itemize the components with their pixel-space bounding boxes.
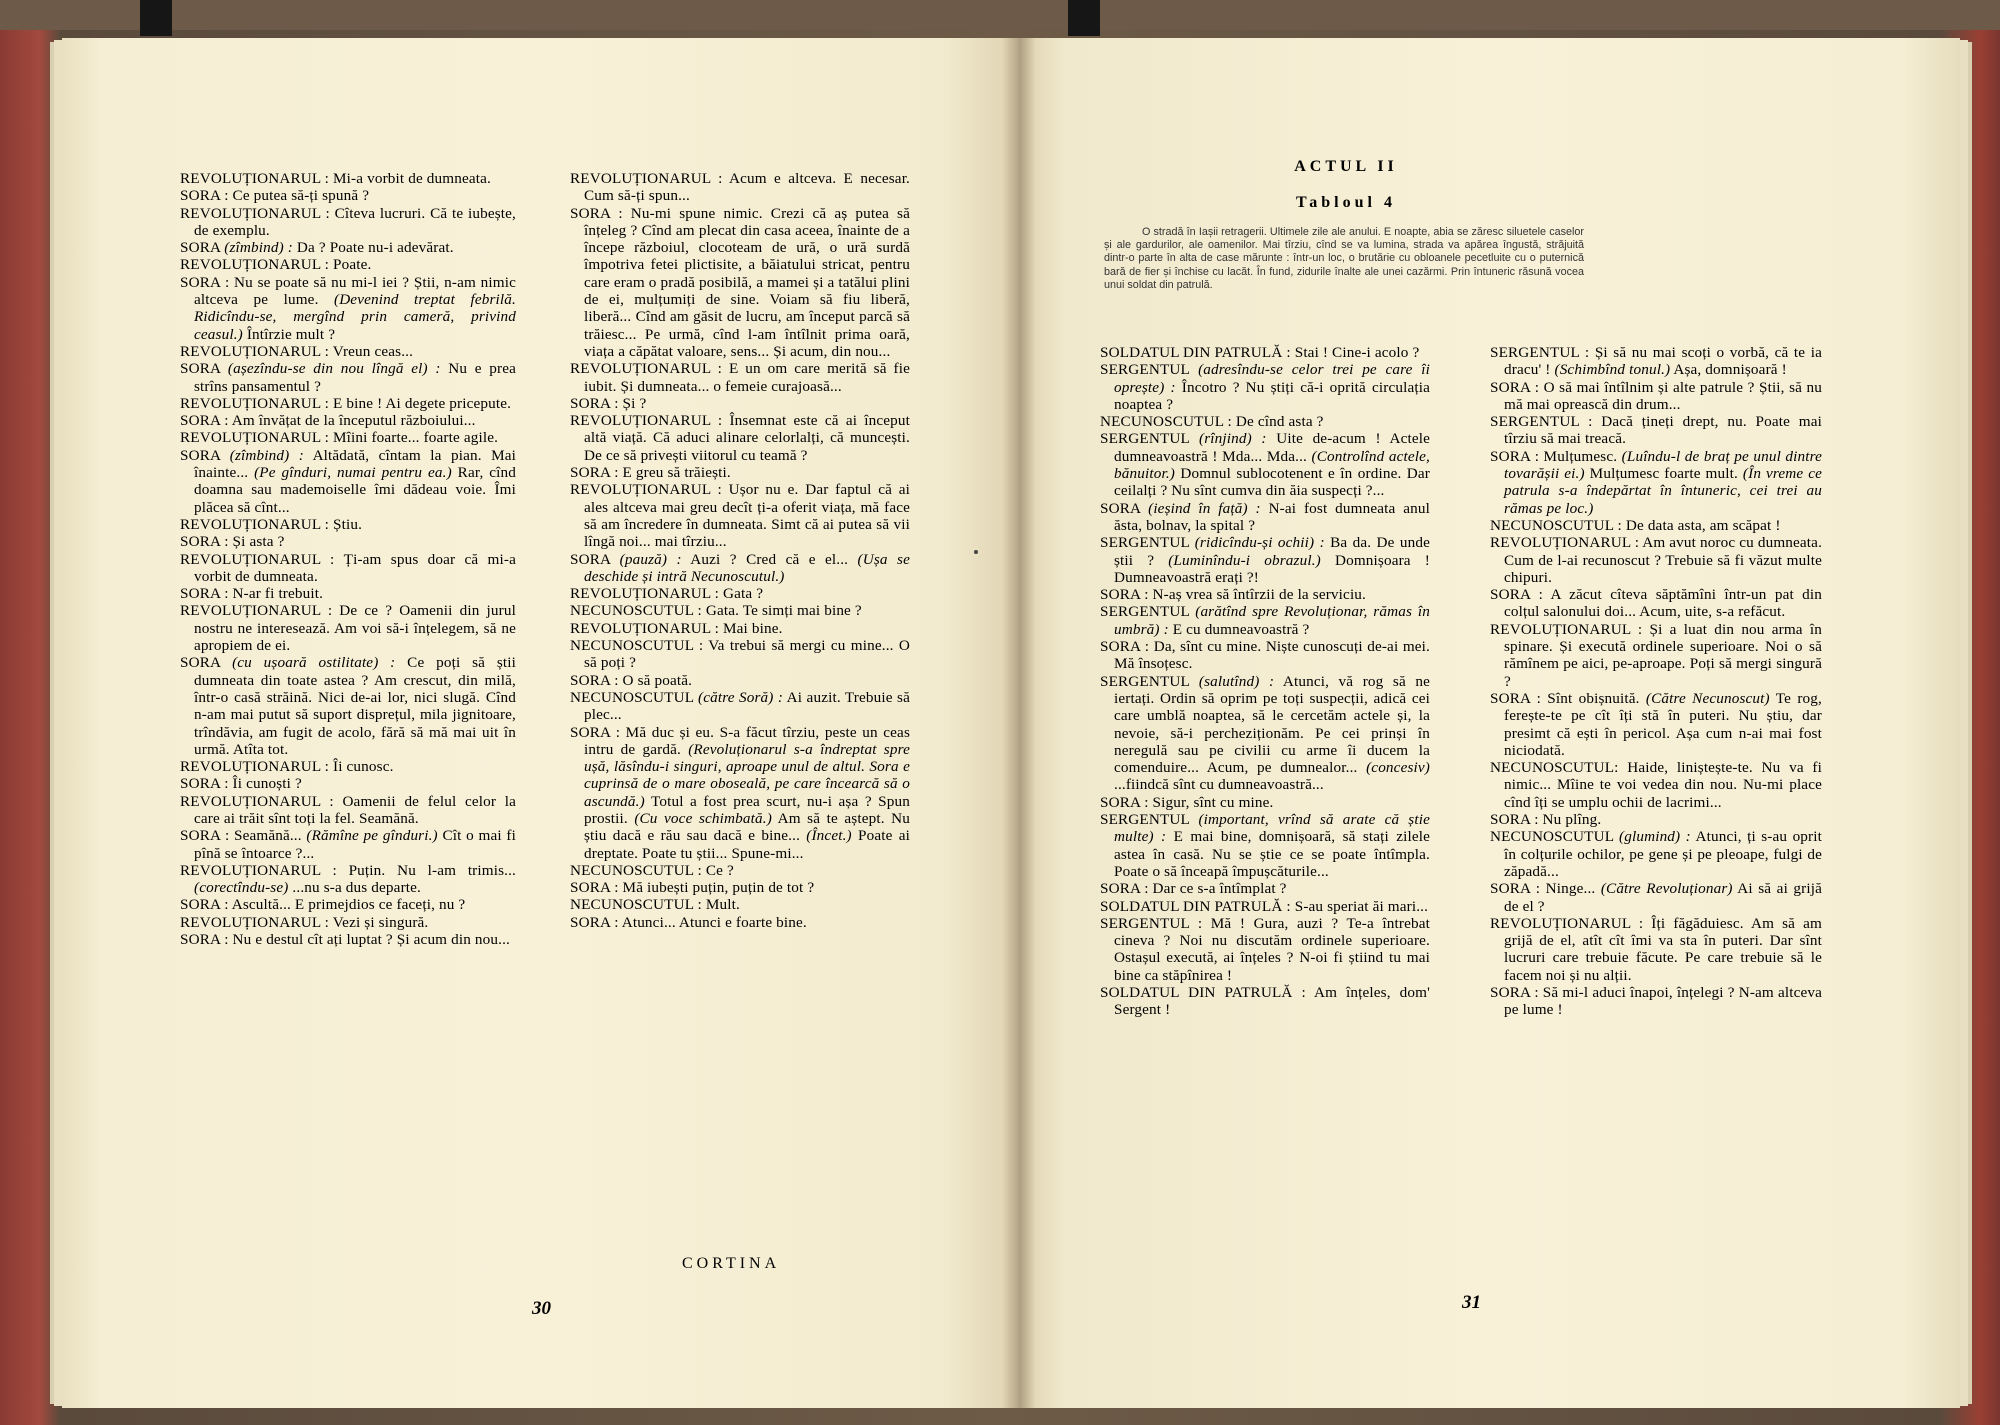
speaker-name: SOLDATUL DIN PATRULĂ : (1100, 897, 1291, 915)
dialogue-text: O să poată. (622, 671, 693, 689)
speaker-name: NECUNOSCUTUL: (1490, 759, 1619, 777)
dialogue-text: Mulțumesc foarte mult. (1589, 465, 1738, 483)
dialogue-text: E un om care merită să fie iubit. Și dumneata... o femeie curajoasă... (584, 360, 910, 395)
dialogue-text: Ascultă... E primejdios ce faceți, nu ? (231, 896, 466, 914)
dialogue-text: Așa, domnișoară ! (1673, 361, 1787, 379)
dialogue-text: Atunci, ți s-au oprit în colțurile ochilor, pe gene și pe pleoape, fulgi de zăpadă... (1504, 828, 1822, 880)
stage-note: (concesiv) (1366, 759, 1430, 777)
stage-note: (Către Revoluționar) (1600, 880, 1733, 898)
dialogue-text: Și asta ? (232, 533, 285, 551)
dialogue-line (180, 602, 516, 654)
speaker-name: REVOLUȚIONARUL : (180, 913, 330, 931)
dialogue-text: Știu. (333, 515, 363, 533)
dialogue-line (570, 170, 910, 205)
speaker-name: SERGENTUL : (1490, 344, 1590, 361)
dialogue-line (1100, 430, 1430, 499)
speaker-name: SORA : (180, 533, 229, 551)
stage-note: (ridicîndu-și ochii) : (1194, 534, 1325, 552)
stage-note: (Pe gînduri, numai pentru ea.) (254, 464, 452, 482)
stage-direction: O stradă în Iașii retragerii. Ultimele zile ale anului. E noapte, abia se zăresc siluetele caselor și ale gardurilor, ale oamenilor. Mai tîrziu, cînd se va lumina, strada va apărea îngustă, străjuită dintr-o parte în alta de case mărunte : într-un loc, o brutărie cu obloanele pecetluite cu o puternică bară de fier și închise cu lacăt. În fund, zidurile înalte ale unei cazărmi. Prin întuneric răsună vocea unui soldat din patrulă. (1104, 226, 1584, 291)
speaker-name: SERGENTUL : (1100, 914, 1203, 932)
stage-note: (Cu voce schimbată.) (634, 809, 772, 827)
dialogue-line (180, 429, 516, 446)
right-page-column-1 (1100, 344, 1430, 1019)
dialogue-text: Am să te aștept. Nu știu dacă e rău sau dacă e bine... (584, 809, 911, 845)
dialogue-text: N-ai fost dumneata anul ăsta, bolnav, la spital ? (1114, 499, 1430, 534)
dialogue-line (180, 412, 516, 429)
stage-note: (Ușa se deschide și intră Necunoscutul.) (584, 550, 910, 585)
dialogue-line (1100, 344, 1430, 361)
dialogue-text: Stai ! Cine-i acolo ? (1294, 344, 1420, 361)
dialogue-line (1100, 500, 1430, 535)
speaker-name: SORA : (180, 412, 229, 430)
stage-note: (Schimbînd tonul.) (1554, 361, 1671, 379)
dialogue-text: Sigur, sînt cu mine. (1152, 793, 1274, 811)
dialogue-line (570, 689, 910, 724)
dialogue-text: Întîrzie mult ? (246, 325, 336, 343)
speaker-name: SORA (570, 550, 611, 568)
speaker-name: SORA : (1490, 378, 1540, 396)
dialogue-line (1100, 880, 1430, 897)
dialogue-text: Puțin. Nu l-am trimis... (348, 861, 516, 879)
stage-note: (arătînd spre Revoluționar, rămas în umbră) : (1114, 603, 1430, 638)
dialogue-line (570, 205, 910, 361)
stage-note: (Devenind treptat febrilă. Ridicîndu-se, mergînd prin cameră, privind ceasul.) (194, 291, 516, 343)
dialogue-text: Da ? Poate nu-i adevărat. (296, 239, 454, 257)
dialogue-line (1490, 517, 1822, 534)
speaker-name: SORA : (180, 827, 230, 845)
ink-speck (974, 550, 978, 554)
speaker-name: SORA : (180, 273, 230, 291)
dialogue-line (180, 239, 516, 256)
speaker-name: REVOLUȚIONARUL : (1490, 620, 1643, 638)
speaker-name: REVOLUȚIONARUL : (180, 792, 334, 810)
dialogue-line (180, 896, 516, 913)
left-page-column-2 (570, 170, 910, 931)
speaker-name: SORA : (180, 187, 229, 205)
speaker-name: NECUNOSCUTUL (570, 688, 694, 706)
dialogue-line (1100, 534, 1430, 586)
dialogue-text: Ai să ai grijă de el ? (1504, 880, 1822, 915)
dialogue-line (1490, 534, 1822, 586)
dialogue-line (180, 360, 516, 395)
dialogue-text: Și ? (622, 394, 647, 412)
dialogue-text: Ai auzit. Trebuie să plec... (584, 688, 910, 724)
speaker-name: SORA : (1490, 447, 1540, 465)
dialogue-text: Ninge... (1545, 880, 1596, 898)
speaker-name: SORA (180, 446, 221, 464)
speaker-name: SERGENTUL : (1490, 413, 1593, 431)
dialogue-text: N-aș vrea să întîrzii de la serviciu. (1152, 586, 1366, 604)
stage-note: (zîmbind) : (224, 239, 293, 257)
dialogue-text: E cu dumneavoastră ? (1172, 620, 1310, 638)
speaker-name: SORA : (570, 204, 623, 222)
speaker-name: REVOLUȚIONARUL : (570, 585, 720, 603)
page-number: 30 (532, 1298, 551, 1319)
dialogue-line (1490, 379, 1822, 414)
dialogue-text: Să mi-l aduci înapoi, înțelegi ? N-am altceva pe lume ! (1504, 983, 1822, 1019)
speaker-name: NECUNOSCUTUL : (570, 637, 704, 655)
dialogue-line (570, 914, 910, 931)
dialogue-text: E bine ! Ai degete pricepute. (333, 394, 512, 412)
speaker-name: SORA : (1100, 880, 1149, 898)
speaker-name: SERGENTUL (1100, 603, 1190, 621)
curtain-text: CORTINA (682, 1255, 781, 1272)
dialogue-line (570, 620, 910, 637)
stage-note: (Către Necunoscut) (1645, 689, 1770, 707)
dialogue-text: Te rog, ferește-te pe cît îți stă în puteri. Nu știu, dar presimt că ești în pericol. Așa cum n-ai mai fost niciodată. (1504, 689, 1822, 759)
dialogue-line (1490, 586, 1822, 621)
dialogue-text: Poate ai dreptate. Poate tu știi... Spune-mi... (584, 827, 910, 862)
speaker-name: REVOLUȚIONARUL : (570, 619, 720, 637)
dialogue-text: Atunci, vă rog să ne iertați. Ordin să oprim pe toți suspecții, adică cei care umblă noaptea, să le cercetăm actele și, la nevoie, să-i percheziționăm. Pe cei prinși în neregulă sau pe civilii cu arme îi ducem la comenduire... Acum, pe dumnealor... (1114, 672, 1431, 777)
dialogue-line (570, 464, 910, 481)
speaker-name: SORA : (1490, 983, 1539, 1001)
speaker-name: SORA : (180, 896, 229, 914)
dialogue-text: O să mai întîlnim și alte patrule ? Știi, să nu mă mai oprească din drum... (1504, 378, 1822, 413)
stage-note: (cu ușoară ostilitate) : (232, 654, 396, 672)
dialogue-text: Vezi și singură. (332, 913, 429, 931)
dialogue-text: Mă ! Gura, auzi ? Te-a întrebat cineva ? Noi nu discutăm ordinele superioare. Ostașul execută, ai înțeles ? N-oi fi știind tu mai bine ca stăpînirea ! (1114, 914, 1430, 984)
stage-note: (către Soră) : (698, 688, 784, 706)
dialogue-line (1490, 344, 1822, 379)
dialogue-line (1100, 794, 1430, 811)
speaker-name: SORA : (570, 913, 619, 931)
dialogue-line (180, 170, 516, 187)
page-number: 31 (1462, 1292, 1481, 1313)
tableau-heading: Tabloul 4 (1296, 194, 1396, 211)
speaker-name: SORA : (1100, 793, 1149, 811)
dialogue-text: Sînt obișnuită. (1547, 689, 1640, 707)
dialogue-line (570, 551, 910, 586)
dialogue-text: E mai bine, domnișoară, să stați zilele astea în casă. Nu se știe ce se poate întîmpla. Poate o să înceapă împușcăturile... (1114, 828, 1431, 880)
dialogue-text: Domnul sublocotenent e în ordine. Dar ceilalți ? Nu sînt cumva din ăia suspecți ?... (1114, 465, 1430, 500)
speaker-name: REVOLUȚIONARUL : (570, 360, 723, 378)
dialogue-text: Am înțeles, dom' Sergent ! (1114, 983, 1430, 1019)
dialogue-line (1490, 690, 1822, 759)
dialogue-text: Dar ce s-a întîmplat ? (1152, 880, 1287, 898)
dialogue-line (180, 827, 516, 862)
dialogue-text: Nu plîng. (1542, 811, 1602, 829)
dialogue-text: De data asta, am scăpat ! (1625, 516, 1781, 534)
speaker-name: NECUNOSCUTUL : (570, 861, 702, 879)
dialogue-line (1490, 811, 1822, 828)
dialogue-text: De ce ? Oamenii din jurul nostru ne interesează. Am voi să-i înțelegem, să ne apropiem de ei. (194, 602, 516, 655)
speaker-name: SORA : (1100, 586, 1149, 604)
dialogue-text: Ce putea să-ți spună ? (232, 187, 370, 205)
dialogue-text: Nu se poate să nu mi-l iei ? Știi, n-am nimic altceva pe lume. (194, 273, 516, 309)
dialogue-text: Dacă țineți drept, nu. Poate mai tîrziu să mai treacă. (1504, 413, 1822, 448)
dialogue-line (1490, 621, 1822, 690)
speaker-name: REVOLUȚIONARUL : (180, 515, 330, 533)
dialogue-line (1490, 915, 1822, 984)
speaker-name: SERGENTUL (1100, 672, 1190, 690)
speaker-name: REVOLUȚIONARUL : (570, 481, 722, 499)
speaker-name: REVOLUȚIONARUL : (570, 412, 723, 430)
dialogue-text: Ți-am spus doar că mi-a vorbit de dumneata. (194, 550, 516, 585)
dialogue-text: Vreun ceas... (332, 342, 414, 360)
dialogue-line (570, 481, 910, 550)
dialogue-line (180, 775, 516, 792)
speaker-name: REVOLUȚIONARUL : (180, 429, 330, 447)
speaker-name: SORA : (570, 464, 619, 482)
speaker-name: SERGENTUL (1100, 430, 1190, 448)
speaker-name: SORA : (570, 394, 619, 412)
dialogue-line (180, 793, 516, 828)
speaker-name: SERGENTUL (1100, 534, 1190, 552)
speaker-name: SORA : (1490, 880, 1541, 898)
dialogue-text: Cît o mai fi pînă se întoarce ?... (194, 827, 517, 862)
speaker-name: NECUNOSCUTUL : (1490, 516, 1622, 534)
speaker-name: NECUNOSCUTUL : (1100, 413, 1232, 431)
dialogue-line (570, 724, 910, 862)
stage-note: (salutînd) : (1198, 672, 1275, 690)
dialogue-text: Ba da. De unde știi ? (1114, 534, 1431, 569)
stage-note: (important, vrînd să arate că știe multe) : (1114, 811, 1430, 846)
speaker-name: SORA : (180, 775, 229, 793)
dialogue-line (1100, 413, 1430, 430)
dialogue-line (180, 395, 516, 412)
dialogue-line (180, 516, 516, 533)
speaker-name: REVOLUȚIONARUL : (180, 861, 337, 879)
dialogue-line (570, 672, 910, 689)
speaker-name: SORA : (1490, 811, 1539, 829)
stage-note: (Încet.) (806, 827, 852, 845)
speaker-name: SORA : (1490, 689, 1541, 707)
dialogue-line (180, 914, 516, 931)
dialogue-line (1490, 984, 1822, 1019)
dialogue-text: Cîteva lucruri. Că te iubește, de exemplu. (194, 204, 516, 239)
dialogue-line (180, 862, 516, 897)
dialogue-text: Mă iubești puțin, puțin de tot ? (622, 879, 815, 897)
dialogue-text: Haide, liniștește-te. Nu va fi nimic... Mîine te voi vedea din nou. Nu-mi place cînd îți se umplu ochii de lacrimi... (1504, 759, 1823, 811)
dialogue-text: Va trebui să mergi cu mine... O să poți ? (584, 637, 910, 672)
act-heading: ACTUL II (1294, 158, 1398, 175)
dialogue-text: N-ar fi trebuit. (232, 585, 324, 603)
speaker-name: NECUNOSCUTUL (1490, 828, 1614, 846)
stage-note: (În vreme ce patrula s-a îndepărtat în întuneric, cei trei au rămas pe loc.) (1504, 465, 1823, 517)
dialogue-text: Oamenii de felul celor la care ai trăit sînt toți la fel. Seamănă. (194, 792, 516, 827)
speaker-name: SOLDATUL DIN PATRULĂ : (1100, 344, 1291, 361)
speaker-name: REVOLUȚIONARUL : (180, 758, 330, 776)
dialogue-line (1100, 586, 1430, 603)
dialogue-line (180, 343, 516, 360)
speaker-name: REVOLUȚIONARUL : (180, 170, 330, 187)
dialogue-text: S-au speriat ăi mari... (1294, 897, 1429, 915)
dialogue-text: Ce ? (705, 861, 734, 879)
dialogue-line (570, 896, 910, 913)
dialogue-text: Acum e altceva. E necesar. Cum să-ți spun... (584, 170, 911, 205)
dialogue-text: Mai bine. (723, 619, 783, 637)
speaker-name: SERGENTUL (1100, 361, 1190, 379)
dialogue-line (570, 412, 910, 464)
speaker-name: SORA (180, 360, 221, 378)
dialogue-line (570, 637, 910, 672)
dialogue-text: Poate. (333, 256, 372, 274)
stage-note: (ieșind în față) : (1148, 499, 1261, 517)
dialogue-text: Ce poți să știi dumneata din toate astea ? Am crescut, din milă, într-o casă străină. Nici de-ai lor, nici slugă. Cînd n-am mai putut să suport disprețul, mila jignitoare, trîndăvia, am fugit de acolo, fără să mă mai uit în urmă. Atîta tot. (194, 654, 517, 758)
dialogue-line (180, 447, 516, 516)
dialogue-text: Am învățat de la începutul războiului... (231, 412, 476, 430)
dialogue-text: Am avut noroc cu dumneata. Cum de l-ai recunoscut ? Trebuie să fi văzut multe chipuri. (1504, 534, 1823, 586)
dialogue-text: Nu e destul cît ați luptat ? Și acum din nou... (232, 931, 510, 949)
dialogue-line (180, 931, 516, 948)
dialogue-line (1490, 448, 1822, 517)
dialogue-line (1100, 638, 1430, 673)
stage-note: (zîmbind) : (229, 446, 304, 464)
speaker-name: REVOLUȚIONARUL : (180, 342, 330, 360)
dialogue-text: Seamănă... (233, 827, 302, 845)
dialogue-text: Da, sînt cu mine. Niște cunoscuți de-ai mei. Mă însoțesc. (1114, 638, 1431, 673)
speaker-name: NECUNOSCUTUL : (570, 602, 702, 620)
dialogue-text: Și să nu mai scoți o vorbă, că te ia dracu' ! (1504, 344, 1822, 379)
dialogue-line (180, 758, 516, 775)
dialogue-text: Gata. Te simți mai bine ? (705, 602, 862, 620)
dialogue-line (570, 360, 910, 395)
dialogue-line (1100, 915, 1430, 984)
dialogue-line (1490, 828, 1822, 880)
dialogue-text: Altădată, cîntam la pian. Mai înainte... (194, 446, 517, 482)
dialogue-line (180, 187, 516, 204)
dialogue-text: Uite de-acum ! Actele dumneavoastră ! Mda... Mda... (1114, 430, 1430, 465)
dialogue-text: Mîini foarte... foarte agile. (333, 429, 499, 447)
dialogue-line (180, 654, 516, 758)
dialogue-text: Mulțumesc. (1543, 447, 1618, 465)
speaker-name: SOLDATUL DIN PATRULĂ : (1100, 983, 1306, 1001)
speaker-name: SORA : (180, 585, 229, 603)
left-page-column-1 (180, 170, 516, 948)
stage-note: (pauză) : (619, 550, 682, 568)
dialogue-line (1100, 811, 1430, 880)
dialogue-text: Atunci... Atunci e foarte bine. (621, 913, 807, 931)
dialogue-text: ...nu s-a dus departe. (292, 879, 421, 897)
dialogue-line (570, 879, 910, 896)
dialogue-line (1490, 759, 1822, 811)
dialogue-text: Îți făgăduiesc. Am să am grijă de el, atît cît îmi va sta în puteri. Dar sînt lucruri care trebuie făcute. Pe care trebuie să le facem noi și nu alții. (1504, 914, 1823, 984)
dialogue-text: Domnișoara ! Dumneavoastră erați ?! (1114, 551, 1430, 586)
dialogue-text: Nu e prea strîns pansamentul ? (194, 360, 516, 395)
book-gutter (1002, 38, 1036, 1408)
dialogue-line (180, 533, 516, 550)
dialogue-line (1100, 361, 1430, 413)
dialogue-text: Rar, cînd doamna sau mademoiselle îmi dădeau voie. Îmi plăcea să cînt... (194, 464, 516, 516)
dialogue-text: Mi-a vorbit de dumneata. (333, 170, 491, 187)
dialogue-text: Însemnat este că ai început altă viață. Că aduci alinare celorlalți, că muncești. De ce să privești viitorul cu teamă ? (584, 412, 910, 464)
stage-note: (adresîndu-se celor trei pe care îi oprește) : (1114, 361, 1430, 396)
speaker-name: SORA (1100, 499, 1141, 517)
dialogue-text: Mult. (705, 896, 740, 914)
speaker-name: REVOLUȚIONARUL : (180, 394, 330, 412)
dialogue-text: Încotro ? Nu știți că-i oprită circulația noaptea ? (1114, 378, 1430, 413)
speaker-name: SORA (180, 239, 221, 257)
dialogue-line (180, 256, 516, 273)
dialogue-text: Auzi ? Cred că e el... (690, 550, 849, 568)
speaker-name: SORA : (1100, 638, 1150, 656)
speaker-name: SORA : (570, 723, 621, 741)
dialogue-line (1100, 673, 1430, 794)
dialogue-text: Îi cunoști ? (232, 775, 302, 793)
speaker-name: SERGENTUL (1100, 811, 1190, 829)
dialogue-line (1100, 603, 1430, 638)
dialogue-text: De cînd asta ? (1235, 413, 1324, 431)
speaker-name: NECUNOSCUTUL : (570, 896, 702, 914)
speaker-name: SORA : (570, 879, 619, 897)
dialogue-text: Ușor nu e. Dar faptul că ai ales altceva mai greu decît ți-a oferit viața, mă face să am încredere în dumneata. Simt că ai putea să vii lîngă noi... mai tîrziu... (584, 481, 910, 551)
dialogue-line (570, 395, 910, 412)
dialogue-text: Și a luat din nou arma în spinare. Și execută ordinele superioare. Noi o să rămînem pe aici, pe-aproape. Poți să mergi singură ? (1504, 620, 1822, 690)
stage-note: (Luminîndu-i obrazul.) (1168, 551, 1321, 569)
dialogue-line (1490, 413, 1822, 448)
dialogue-line (1100, 984, 1430, 1019)
speaker-name: SORA : (180, 931, 229, 949)
dialogue-line (180, 585, 516, 602)
speaker-name: REVOLUȚIONARUL : (1490, 914, 1644, 932)
stage-note: (Luîndu-l de braț pe unul dintre tovarășii ei.) (1504, 447, 1822, 483)
binding-tab (1068, 0, 1100, 36)
dialogue-line (570, 585, 910, 602)
stage-note: (corectîndu-se) (194, 879, 289, 897)
speaker-name: REVOLUȚIONARUL : (180, 204, 330, 222)
dialogue-line (180, 205, 516, 240)
dialogue-line (1100, 898, 1430, 915)
stage-note: (glumind) : (1619, 828, 1691, 846)
right-page-column-2 (1490, 344, 1822, 1019)
dialogue-text: E greu să trăiești. (622, 464, 731, 482)
stage-note: (așezîndu-se din nou lîngă el) : (227, 360, 441, 378)
dialogue-line (570, 862, 910, 879)
speaker-name: REVOLUȚIONARUL : (570, 170, 723, 187)
speaker-name: SORA : (570, 671, 619, 689)
dialogue-text: Totul a fost prea scurt, nu-i așa ? Spun prostii. (584, 792, 910, 827)
dialogue-line (180, 274, 516, 343)
dialogue-line (180, 551, 516, 586)
speaker-name: REVOLUȚIONARUL : (180, 602, 333, 620)
dialogue-line (570, 602, 910, 619)
dialogue-text: Gata ? (723, 585, 764, 603)
speaker-name: SORA : (1490, 586, 1543, 604)
dialogue-text: A zăcut cîteva săptămîni într-un pat din colțul salonului doi... Acum, uite, s-a refăcut. (1504, 586, 1823, 621)
speaker-name: REVOLUȚIONARUL : (180, 550, 335, 568)
stage-note: (Revoluționarul s-a îndreptat spre ușă, lăsîndu-i singuri, aproape unul de altul. Sora e cuprinsă de o mare oboseală, pe care încearcă să o ascundă.) (584, 740, 910, 810)
speaker-name: SORA (180, 654, 221, 672)
binding-tab (140, 0, 172, 36)
speaker-name: REVOLUȚIONARUL : (180, 256, 330, 274)
dialogue-text: ...fiindcă sînt cu dumneavoastră... (1114, 776, 1324, 794)
dialogue-line (1490, 880, 1822, 915)
stage-note: (Controlînd actele, bănuitor.) (1114, 447, 1430, 483)
dialogue-text: Îi cunosc. (333, 758, 394, 776)
dialogue-text: Mă duc și eu. S-a făcut tîrziu, peste un ceas intru de gardă. (584, 723, 910, 758)
stage-note: (rînjind) : (1198, 430, 1267, 448)
speaker-name: REVOLUȚIONARUL : (1490, 534, 1640, 552)
stage-note: (Rămîne pe gînduri.) (306, 827, 438, 845)
dialogue-text: Nu-mi spune nimic. Crezi că aș putea să înțeleg ? Cînd am plecat din casa aceea, înainte de a începe războiul, clocoteam de ură, o ură surdă împotriva fetei plictisite, a băiatului stricat, pentru care eram o pradă posibilă, a mamei și a tatălui plini de ei, mulțumiți de sine. Voiam să fiu liberă, liberă... Cînd am găsit de lucru, am început parcă să trăiesc... Pe urmă, cînd l-am întîlnit prima oară, viața a căpătat valoare, sens... Și acum, din nou... (584, 204, 910, 360)
